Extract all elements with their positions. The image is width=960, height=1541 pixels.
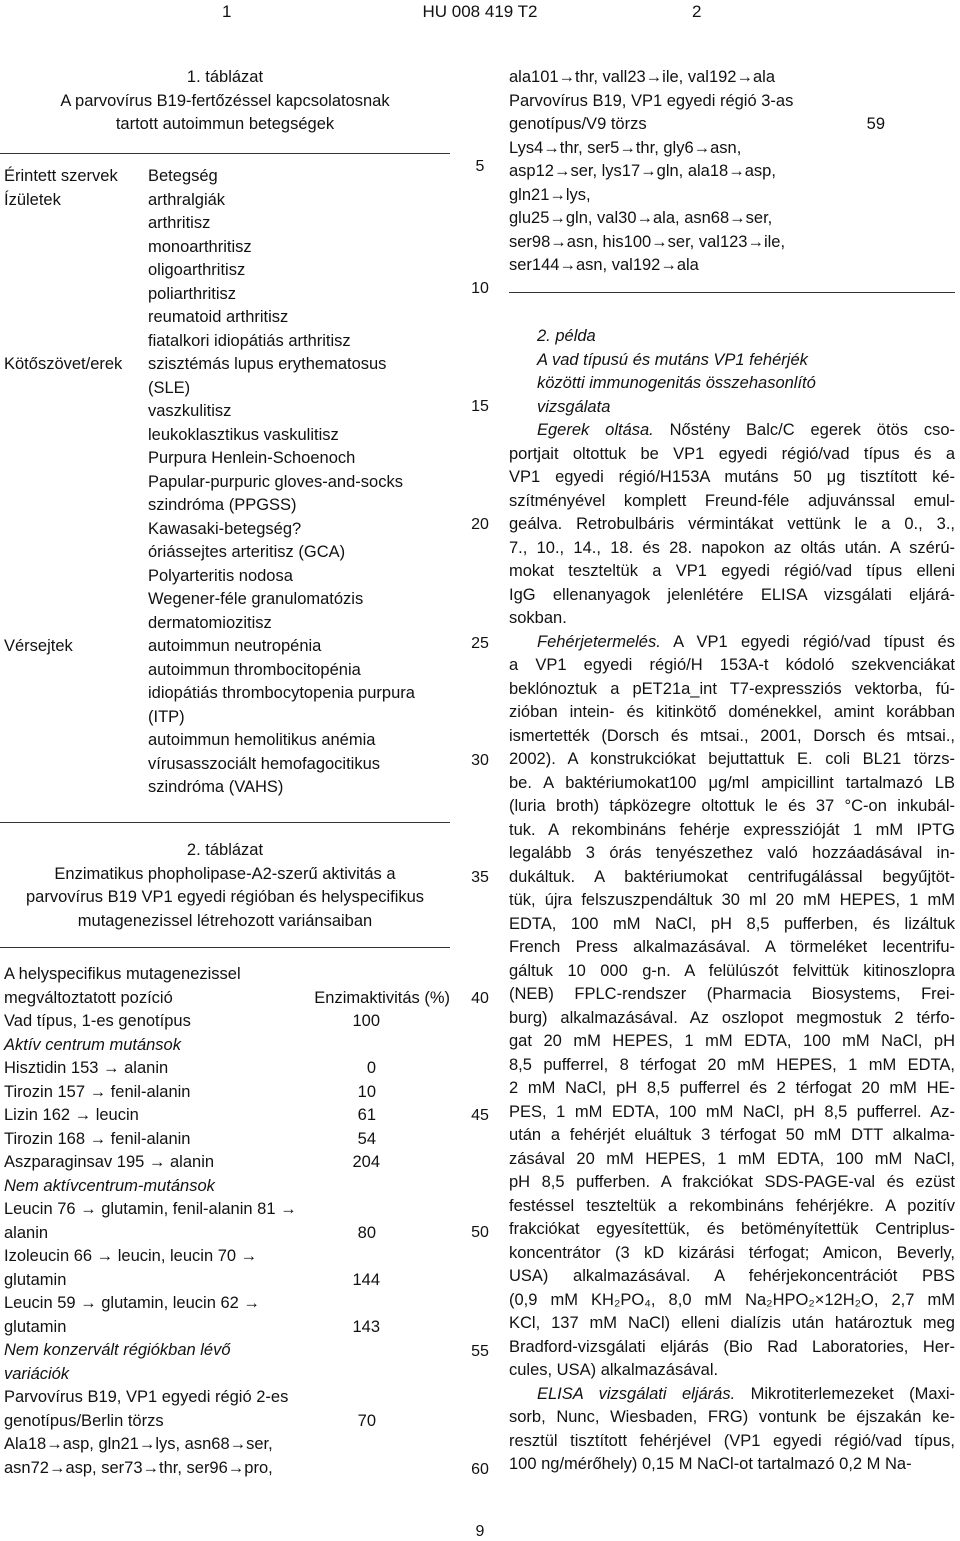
- body-text-line: [509, 1124, 955, 1148]
- table1-disease: autoimmun neutropénia: [148, 637, 322, 655]
- line-number: 5: [475, 158, 485, 175]
- table2-row-label: Ala18→asp, gln21→lys, asn68→ser,: [4, 1435, 273, 1453]
- body-text-content: sokban.: [509, 609, 567, 627]
- line-number: 10: [471, 280, 489, 297]
- line-number: 35: [471, 869, 489, 886]
- table1-col1-header: Érintett szervek: [4, 167, 118, 185]
- body-text-content: mokat teszteltük a VP1 egyedi régió/vad típus elleni: [509, 562, 955, 580]
- table2-row-label: Tirozin 157 → fenil-alanin: [4, 1082, 191, 1101]
- body-text-content: 8,5 pufferrel, 8 térfogat 20 mM HEPES, 1 mM EDTA,: [509, 1055, 955, 1074]
- body-text-line: [509, 1054, 955, 1078]
- line-number: 50: [471, 1224, 489, 1241]
- table2-caption-line: mutagenezissel létrehozott variánsaiban: [77, 911, 373, 930]
- body-text-line: [509, 983, 955, 1007]
- body-text-line: [509, 678, 955, 702]
- line-number: 55: [471, 1343, 489, 1360]
- table-row: [4, 1175, 450, 1199]
- table2-caption-number: 2. táblázat: [186, 841, 264, 859]
- body-text-line: [509, 795, 955, 819]
- table2-row-label: Hisztidin 153 → alanin: [4, 1059, 169, 1077]
- body-text-content: be. A baktériumokat100 μg/ml ampicillint tartalmazó LB: [509, 773, 955, 792]
- body-text-content: pH 8,5 pufferben. A frakciókat SDS-PAGE-val és ezüst: [509, 1173, 955, 1191]
- body-text-content: 7., 10., 14., 18. és 28. napokon az oltás után. A szérú-: [509, 538, 955, 557]
- body-text-line: [509, 936, 955, 960]
- body-text-content: dukáltuk. A baktériumokat centrifugálással begyűjtöt-: [509, 867, 955, 886]
- table2-row-label: alanin: [4, 1223, 49, 1242]
- example-heading: [537, 325, 957, 419]
- body-text-line: [509, 889, 955, 913]
- line-number: 20: [471, 516, 489, 533]
- table2-section-label: Nem konzervált régiókban lévő: [4, 1341, 231, 1359]
- body-text-line: [509, 748, 955, 772]
- table1-disease: leukoklasztikus vaskulitisz: [148, 425, 339, 444]
- table2-row-value: 61: [357, 1106, 376, 1124]
- table1-disease: reumatoid arthritisz: [148, 308, 289, 326]
- body-text-content: ismertették (Dorsch és mtsai., 2001, Dorsch és mtsai.,: [509, 726, 955, 745]
- body-text-line: [509, 537, 955, 561]
- table1-bottom-rule: [0, 822, 450, 823]
- body-text-line: [509, 1312, 955, 1336]
- table1-organ: Ízületek: [4, 190, 61, 209]
- table2-row-label: Leucin 59 → glutamin, leucin 62 →: [4, 1294, 260, 1312]
- body-text-content: frakciókat egyesítettük, és betöményítettük Centriplus-: [509, 1220, 955, 1238]
- body-text-line: [509, 1218, 955, 1242]
- paragraph-lead-heading: ELISA vizsgálati eljárás.: [537, 1384, 736, 1403]
- body-text-content: cules, USA) alkalmazásával.: [509, 1361, 719, 1379]
- table-row: [4, 1222, 450, 1246]
- table2-row-label: Lizin 162 → leucin: [4, 1106, 139, 1124]
- table2-section-label: variációk: [4, 1364, 70, 1383]
- table2-col1-header: A helyspecifikus mutagenezissel: [4, 965, 241, 983]
- body-text-content: PES, 1 mM EDTA, 100 mM NaCl, pH 8,5 pufferrel. Az-: [509, 1102, 955, 1121]
- table1-disease: poliarthritisz: [148, 284, 237, 303]
- table2-row-label: genotípus/Berlin törzs: [4, 1411, 164, 1430]
- body-text-content: portjait oltottuk be VP1 egyedi régió/vad típus és a: [509, 444, 955, 463]
- body-text-content: (0,9 mM KH₂PO₄, 8,0 mM Na₂HPO₂×12H₂O, 2,7 mM: [509, 1290, 955, 1309]
- body-text-line: [509, 1359, 955, 1383]
- body-text-content: KCl, 137 mM NaCl) elleni dialízis után határoztuk meg: [509, 1314, 955, 1332]
- table1-disease: (ITP): [148, 707, 185, 726]
- table2-row-label: ser144→asn, val192→ala: [509, 256, 699, 274]
- body-text-content: A VP1 egyedi régió/vad típust és: [660, 632, 955, 651]
- table2-row-label: Parvovírus B19, VP1 egyedi régió 3-as: [509, 91, 794, 110]
- table2-row-label: glutamin: [4, 1317, 67, 1336]
- example-title: közötti immunogenitás összehasonlító: [537, 374, 816, 392]
- body-text-line: [509, 1242, 955, 1266]
- line-number: 40: [471, 990, 489, 1007]
- table1-disease: vaszkulitisz: [148, 402, 232, 420]
- paragraph-lead-heading: Egerek oltása.: [537, 421, 654, 439]
- table2-row-value: 54: [357, 1129, 376, 1148]
- example-title: A vad típusú és mutáns VP1 fehérjék: [537, 350, 808, 369]
- body-text-line: [509, 654, 955, 678]
- table2-header: [4, 963, 450, 1010]
- table1-disease: szisztémás lupus erythematosus: [148, 355, 387, 373]
- example-title: vizsgálata: [537, 397, 611, 416]
- table1-organ: Vérsejtek: [4, 637, 73, 655]
- table-row: [4, 1339, 450, 1363]
- line-number: 15: [471, 398, 489, 415]
- table-row: [509, 207, 955, 231]
- body-text-line: [509, 1265, 955, 1289]
- body-text-line: [509, 1453, 955, 1477]
- table1-disease: oligoarthritisz: [148, 261, 246, 279]
- body-text-content: tuk. A rekombináns fehérje expresszióját 1 mM IPTG: [509, 820, 955, 839]
- table-row: [4, 1269, 450, 1293]
- table1-disease: óriássejtes arteritisz (GCA): [148, 543, 346, 561]
- table-row: [509, 137, 955, 161]
- table1-disease: idiopátiás thrombocytopenia purpura: [148, 684, 415, 702]
- table2-body: [4, 1010, 450, 1480]
- body-text-line: [509, 1077, 955, 1101]
- body-text-content: szítményével komplett Freund-féle adjuvánssal emul-: [509, 491, 955, 510]
- table-row: [4, 1198, 450, 1222]
- body-text-line: [509, 701, 955, 725]
- table2-row-value: 0: [366, 1059, 376, 1077]
- footer-page-number: 9: [475, 1523, 485, 1540]
- table-row: [4, 1151, 450, 1175]
- body-text-content: gat 20 mM HEPES, 1 mM EDTA, 100 mM NaCl, pH: [509, 1032, 955, 1050]
- body-text-line: [509, 584, 955, 608]
- body-text-content: burg) alkalmazásával. Az oszlopot megmostuk 2 térfo-: [509, 1008, 955, 1027]
- table1-disease: arthritisz: [148, 214, 211, 232]
- table2-row-label: genotípus/V9 törzs: [509, 115, 647, 133]
- body-text-content: után a fehérjét eluáltuk 3 térfogat 50 mM DTT alkalma-: [509, 1126, 955, 1144]
- table-row: [4, 1010, 450, 1034]
- body-text-content: Bradford-vizsgálati eljárás (Bio Rad Laboratories, Her-: [509, 1337, 955, 1356]
- table1-disease: szindróma (VAHS): [148, 778, 284, 796]
- table2-row-label: Vad típus, 1-es genotípus: [4, 1012, 191, 1030]
- table1-disease: autoimmun thrombocitopénia: [148, 660, 361, 679]
- table1-disease: autoimmun hemolitikus anémia: [148, 731, 376, 749]
- table-row: [509, 90, 955, 114]
- body-text-content: Nőstény Balc/C egerek ötös cso-: [653, 421, 956, 439]
- body-text-line: [509, 1406, 955, 1430]
- table-row: [509, 160, 955, 184]
- table1-disease: Polyarteritis nodosa: [148, 566, 293, 585]
- table-row: [509, 231, 955, 255]
- table1-caption-line: tartott autoimmun betegségek: [115, 115, 335, 133]
- line-number: 45: [471, 1107, 489, 1124]
- header-right-page-number: 2: [692, 2, 702, 21]
- table2-section-label: Nem aktívcentrum-mutánsok: [4, 1176, 215, 1195]
- table2-caption-line: Enzimatikus phopholipase-A2-szerű aktivitás a: [54, 864, 396, 883]
- table-row: [4, 1292, 450, 1316]
- body-text-line: [509, 466, 955, 490]
- table2-row-label: glu25→gln, val30→ala, asn68→ser,: [509, 209, 773, 227]
- table1-disease: (SLE): [148, 378, 191, 397]
- table1-organ-column: [4, 165, 134, 659]
- table2-row-label: Izoleucin 66 → leucin, leucin 70 →: [4, 1247, 258, 1265]
- table1-disease: szindróma (PPGSS): [148, 496, 297, 514]
- body-text-content: USA) alkalmazásával. A fehérjekoncentrációt PBS: [509, 1267, 955, 1285]
- table2-row-value: 59: [866, 115, 885, 133]
- example-number: 2. példa: [537, 327, 596, 345]
- body-text-content: 2002). A konstrukciókat bejuttattuk E. coli BL21 törzs-: [509, 750, 955, 768]
- table1-top-rule: [0, 153, 450, 154]
- body-text-content: geálva. Retrobulbáris vérmintákat vettünk le a 0., 3.,: [509, 515, 955, 533]
- table1-caption-number: 1. táblázat: [186, 68, 264, 86]
- table1-organ: Kötőszövet/erek: [4, 355, 123, 373]
- table2-row-label: glutamin: [4, 1270, 67, 1289]
- table1-caption: [0, 66, 450, 137]
- table2-row-value: 80: [357, 1223, 376, 1242]
- body-text-content: a VP1 egyedi régió/H 153A-t kódoló szekvenciákat: [509, 656, 955, 674]
- table-row: [4, 1057, 450, 1081]
- body-text-line: [509, 1430, 955, 1454]
- body-text-content: (NEB) FPLC-rendszer (Pharmacia Biosystems, Frei-: [509, 985, 955, 1003]
- body-text-content: resztül tisztított fehérjével (VP1 egyedi régió/vad típus,: [509, 1431, 955, 1450]
- table1-disease: vírusasszociált hemofagocitikus: [148, 754, 381, 773]
- body-text-line: [509, 1148, 955, 1172]
- table2-row-label: Lys4→thr, ser5→thr, gly6→asn,: [509, 138, 742, 157]
- body-text-line: [509, 419, 955, 443]
- table1-disease: Papular-purpuric gloves-and-socks: [148, 472, 403, 491]
- table2-col1-header: megváltoztatott pozíció: [4, 988, 173, 1007]
- body-text-line: [509, 560, 955, 584]
- line-number: 25: [471, 635, 489, 652]
- table1-col2-header: Betegség: [148, 167, 218, 185]
- table1-disease-column: [148, 165, 448, 800]
- body-text-line: [509, 819, 955, 843]
- table-row: [4, 1081, 450, 1105]
- table-row: [4, 1433, 450, 1457]
- table2-row-value: 204: [352, 1153, 380, 1171]
- table1-disease: Wegener-féle granulomatózis: [148, 590, 364, 608]
- table1-disease: Purpura Henlein-Schoenoch: [148, 449, 356, 467]
- body-text-line: [509, 631, 955, 655]
- header-left-page-number: 1: [222, 2, 232, 21]
- table2-continued: [509, 66, 955, 278]
- body-text-line: [509, 1383, 955, 1407]
- body-text-line: [509, 1007, 955, 1031]
- body-text-line: [509, 842, 955, 866]
- table-row: [4, 1104, 450, 1128]
- table2-row-value: 143: [352, 1317, 380, 1336]
- body-text-line: [509, 1101, 955, 1125]
- line-number: 30: [471, 752, 489, 769]
- header-document-id: HU 008 419 T2: [422, 2, 538, 21]
- body-text-line: [509, 607, 955, 631]
- table2-row-value: 100: [352, 1012, 380, 1030]
- body-text-content: Mikrotiterlemezeket (Maxi-: [735, 1384, 955, 1403]
- table-row: [4, 1316, 450, 1340]
- table2-col2-header: Enzimaktivitás (%): [314, 988, 450, 1007]
- body-text-content: (luria broth) tápközegre oltottuk le és 37 °C-on inkubál-: [509, 797, 955, 815]
- body-text-content: VP1 egyedi régió/H153A mutáns 50 μg tisztított ké-: [509, 468, 955, 486]
- table-row: [509, 184, 955, 208]
- body-text-line: [509, 1030, 955, 1054]
- table-row: [4, 1128, 450, 1152]
- body-text-content: sorb, Nunc, Wiesbaden, FRG) vontunk be éjszakán ke-: [509, 1408, 955, 1426]
- table1-disease: monoarthritisz: [148, 237, 252, 256]
- table2-row-label: Aszparaginsav 195 → alanin: [4, 1153, 215, 1171]
- body-text-line: [509, 513, 955, 537]
- body-text-content: tük, újra felszuszpendáltuk 30 ml 20 mM HEPES, 1 mM: [509, 891, 955, 909]
- table-row: [509, 254, 955, 278]
- body-text-line: [509, 913, 955, 937]
- body-text-line: [509, 1289, 955, 1313]
- body-text-line: [509, 772, 955, 796]
- table1-caption-line: A parvovírus B19-fertőzéssel kapcsolatosnak: [60, 91, 390, 110]
- table2-row-label: ser98→asn, his100→ser, val123→ile,: [509, 232, 786, 251]
- body-text-line: [509, 1195, 955, 1219]
- table1-disease: arthralgiák: [148, 190, 226, 209]
- table-row: [4, 1034, 450, 1058]
- body-text-content: festéssel teszteltük a rekombináns fehérjékre. A pozitív: [509, 1196, 955, 1215]
- table2-section-label: Aktív centrum mutánsok: [4, 1035, 181, 1054]
- table2-row-label: Parvovírus B19, VP1 egyedi régió 2-es: [4, 1388, 289, 1406]
- body-text-line: [509, 1171, 955, 1195]
- body-text-line: [509, 866, 955, 890]
- body-text-content: beklónoztuk a pET21a_int T7-expressziós vektorba, fú-: [509, 679, 955, 698]
- table-row: [509, 113, 955, 137]
- table2-row-label: asn72→asp, ser73→thr, ser96→pro,: [4, 1458, 273, 1477]
- body-text-content: 100 ng/mérőhely) 0,15 M NaCl-ot tartalmazó 0,2 M Na-: [509, 1455, 912, 1473]
- table2-row-label: asp12→ser, lys17→gln, ala18→asp,: [509, 162, 776, 180]
- body-text-content: French Press alkalmazásával. A törmeléket lecentrifu-: [509, 938, 955, 956]
- table-row: [4, 1363, 450, 1387]
- example-body-text: [509, 419, 955, 1477]
- table-row: [4, 1245, 450, 1269]
- table-row: [509, 66, 955, 90]
- table2-row-label: Tirozin 168 → fenil-alanin: [4, 1129, 191, 1148]
- table1-disease: Kawasaki-betegség?: [148, 519, 302, 538]
- table2-row-value: 144: [352, 1270, 380, 1289]
- table2-row-label: Leucin 76 → glutamin, fenil-alanin 81 →: [4, 1200, 297, 1218]
- body-text-line: [509, 960, 955, 984]
- table2-row-label: gln21→lys,: [509, 185, 591, 204]
- table2-row-value: 70: [357, 1411, 376, 1430]
- body-text-content: EDTA, 100 mM NaCl, pH 8,5 pufferben, és lizáltuk: [509, 914, 955, 933]
- table2-top-rule: [0, 947, 450, 948]
- table-row: [4, 1457, 450, 1481]
- body-text-line: [509, 725, 955, 749]
- table2-row-value: 10: [357, 1082, 376, 1101]
- table2-row-label: ala101→thr, vall23→ile, val192→ala: [509, 68, 775, 86]
- body-text-content: koncentrátor (3 kD kizárási térfogat; Amicon, Beverly,: [509, 1243, 955, 1262]
- table2-bottom-rule: [509, 292, 955, 293]
- table1-disease: dermatomiozitisz: [148, 613, 272, 632]
- body-text-line: [509, 443, 955, 467]
- table-row: [4, 1410, 450, 1434]
- body-text-content: zásával 20 mM HEPES, 1 mM EDTA, 100 mM NaCl,: [509, 1149, 955, 1168]
- line-number: 60: [471, 1461, 489, 1478]
- body-text-content: IgG ellenanyagok jelenlétére ELISA vizsgálati eljárá-: [509, 585, 955, 604]
- table2-caption-line: parvovírus B19 VP1 egyedi régióban és helyspecifikus: [25, 888, 425, 906]
- body-text-content: legalább 3 órás tenyészethez való hozzáadásával in-: [509, 844, 955, 862]
- body-text-line: [509, 490, 955, 514]
- body-text-content: gáltuk 10 000 g-n. A felülúszót felvittük kitinoszlopra: [509, 961, 955, 980]
- paragraph-lead-heading: Fehérjetermelés.: [537, 632, 661, 651]
- table1-disease: fiatalkori idiopátiás arthritisz: [148, 331, 351, 350]
- table2-caption: [0, 839, 450, 933]
- table-row: [4, 1386, 450, 1410]
- body-text-content: zióban intein- és kitinkötő doménekkel, amint korábban: [509, 703, 955, 721]
- body-text-line: [509, 1336, 955, 1360]
- body-text-content: 2 mM NaCl, pH 8,5 pufferrel és 2 térfogat 20 mM HE-: [509, 1079, 955, 1097]
